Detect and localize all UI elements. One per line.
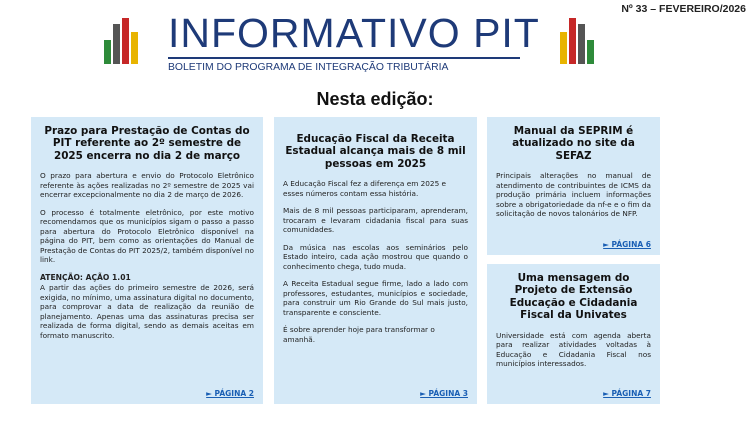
bar-red	[569, 18, 576, 64]
article-title: Manual da SEPRIM é atualizado no site da SEFAZ	[512, 125, 635, 162]
issue-number: Nº 33 – FEVEREIRO/2026	[621, 3, 746, 15]
article-paragraph: É sobre aprender hoje para transformar o amanhã.	[283, 325, 435, 344]
page-link[interactable]: ► PÁGINA 3	[420, 389, 468, 398]
article-paragraph: Principais alterações no manual de atendimento de contribuintes de ICMS da produção primária incluem informações sobre a obrigatoriedade da nf-e e o fim da solicitação de novos talonários de NFP.	[496, 171, 651, 219]
page-link[interactable]: ► PÁGINA 6	[603, 240, 651, 249]
bar-green	[104, 40, 111, 64]
article-paragraph: Mais de 8 mil pessoas participaram, aprenderam, trocaram e levaram cidadania fiscal para suas comunidades.	[283, 206, 468, 235]
bar-grey	[113, 24, 120, 64]
article-paragraph: Universidade está com agenda aberta para realizar atividades voltadas à Educação e Cidadania Fiscal nos municípios interessados.	[496, 330, 651, 369]
newsletter-subtitle: BOLETIM DO PROGRAMA DE INTEGRAÇÃO TRIBUTÁRIA	[168, 62, 449, 73]
attention-label: ATENÇÃO: AÇÃO 1.01	[40, 272, 131, 282]
article-paragraph: A Receita Estadual segue firme, lado a lado com professores, estudantes, municípios e sociedade, para construir um Rio Grande do Sul mais justo, transparente e consciente.	[283, 279, 468, 317]
article-paragraph: O prazo para abertura e envio do Protocolo Eletrônico referente às ações realizadas no 2º semestre de 2025 vai encerrar excepcionalmente no dia 2 de março de 2026.	[40, 171, 254, 200]
article-paragraph: A Educação Fiscal fez a diferença em 2025 e esses números contam essa história.	[283, 179, 447, 198]
bar-green	[587, 40, 594, 64]
article-paragraph: Da música nas escolas aos seminários pelo Estado inteiro, cada ação mostrou que quando o conhecimento chega, tudo muda.	[283, 242, 468, 271]
article-card-univates	[487, 264, 660, 404]
page-link[interactable]: ► PÁGINA 7	[603, 389, 651, 398]
article-paragraph: O processo é totalmente eletrônico, por este motivo recomendamos que os municípios sigam o passo a passo para abertura do Protocolo Eletrônico disponível na página do PIT, bem como as orientações do Manual de Prestação de Contas do PIT 2025/2, também disponível no link.	[40, 207, 254, 265]
bar-yellow	[560, 32, 567, 64]
attention-text: A partir das ações do primeiro semestre de 2026, será exigida, no mínimo, uma assinatura digital no documento, para comprovar a data de realização da reunião de planejamento. Apenas uma das assinaturas precisa ser realizada de forma digital, sendo as demais aceitas em formato manuscrito.	[40, 283, 254, 340]
page-link[interactable]: ► PÁGINA 2	[206, 389, 254, 398]
section-heading: Nesta edição:	[316, 89, 434, 109]
article-title: Uma mensagem do Projeto de Extensão Educação e Cidadania Fiscal da Univates	[509, 272, 638, 322]
article-title: Educação Fiscal da Receita Estadual alcança mais de 8 mil pessoas em 2025	[285, 133, 466, 170]
logo-bars-left-icon	[104, 16, 138, 64]
article-title: Prazo para Prestação de Contas do PIT referente ao 2º semestre de 2025 encerra no dia 2 de março	[44, 125, 250, 162]
article-card-educacao-fiscal	[274, 117, 477, 404]
bar-grey	[578, 24, 585, 64]
title-divider	[168, 57, 520, 59]
article-card-manual-seprim	[487, 117, 660, 255]
article-card-prestacao-contas	[31, 117, 263, 404]
logo-bars-right-icon	[560, 16, 594, 64]
bar-red	[122, 18, 129, 64]
newsletter-title: INFORMATIVO PIT	[168, 10, 540, 56]
bar-yellow	[131, 32, 138, 64]
